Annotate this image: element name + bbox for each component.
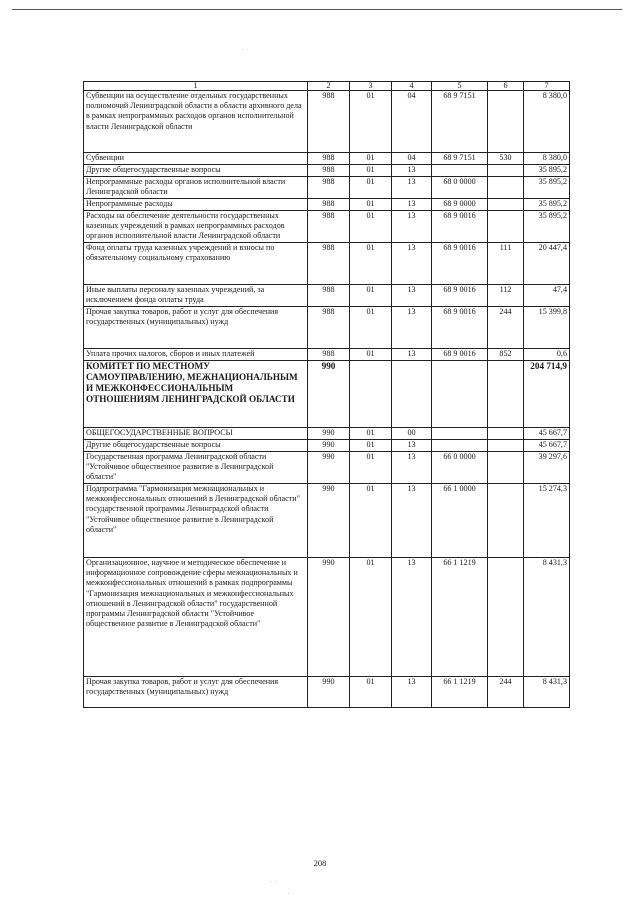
section-cell: 01 xyxy=(350,91,392,153)
section-cell: 01 xyxy=(350,243,392,285)
table-row xyxy=(84,165,570,177)
admin-code-cell: 990 xyxy=(308,484,350,558)
section-cell: 01 xyxy=(350,484,392,558)
subsection-cell xyxy=(392,361,432,428)
expense-type-cell: 244 xyxy=(488,677,524,708)
table-row xyxy=(84,484,570,558)
table-row xyxy=(84,428,570,440)
table-row xyxy=(84,307,570,349)
expense-type-cell xyxy=(488,452,524,484)
row-name-cell: КОМИТЕТ ПО МЕСТНОМУ САМОУПРАВЛЕНИЮ, МЕЖНАЦИОНАЛЬНЫМ И МЕЖКОНФЕССИОНАЛЬНЫМ ОТНОШЕНИЯМ ЛЕНИНГРАДСКОЙ ОБЛАСТИ xyxy=(84,361,308,428)
target-article-cell: 68 9 7151 xyxy=(432,153,488,165)
expense-type-cell: 530 xyxy=(488,153,524,165)
budget-table xyxy=(83,81,570,708)
admin-code-cell: 990 xyxy=(308,428,350,440)
target-article-cell: 66 1 0000 xyxy=(432,484,488,558)
subsection-cell: 13 xyxy=(392,558,432,677)
row-name-cell: Уплата прочих налогов, сборов и иных платежей xyxy=(84,349,308,361)
row-name-cell: Организационное, научное и методическое обеспечение и информационное сопровождение сферы межнациональных и межконфессиональных отношений в рамках подпрограммы "Гармонизация межнациональных и межконфессиональных отношений в Ленинградской области" государственной программы Ленинградской области "Устойчивое общественное развитие в Ленинградской области" xyxy=(84,558,308,677)
subsection-cell: 13 xyxy=(392,177,432,199)
row-name-cell: Фонд оплаты труда казенных учреждений и взносы по обязательному социальному страхованию xyxy=(84,243,308,285)
amount-cell: 39 297,6 xyxy=(524,452,570,484)
scan-top-rule xyxy=(12,9,622,10)
admin-code-cell: 988 xyxy=(308,349,350,361)
row-name-cell: Государственная программа Ленинградской области "Устойчивое общественное развитие в Ленинградской области" xyxy=(84,452,308,484)
subsection-cell: 13 xyxy=(392,349,432,361)
table-row xyxy=(84,199,570,211)
target-article-cell: 68 9 0000 xyxy=(432,199,488,211)
admin-code-cell: 988 xyxy=(308,177,350,199)
subsection-cell: 00 xyxy=(392,428,432,440)
section-cell: 01 xyxy=(350,677,392,708)
target-article-cell: 68 9 0016 xyxy=(432,285,488,307)
amount-cell: 0,6 xyxy=(524,349,570,361)
amount-cell: 45 667,7 xyxy=(524,440,570,452)
target-article-cell xyxy=(432,361,488,428)
target-article-cell: 68 9 0016 xyxy=(432,307,488,349)
table-row xyxy=(84,349,570,361)
target-article-cell: 66 1 1219 xyxy=(432,558,488,677)
table-row xyxy=(84,361,570,428)
row-name-cell: Иные выплаты персоналу казенных учреждений, за исключением фонда оплаты труда xyxy=(84,285,308,307)
section-cell: 01 xyxy=(350,285,392,307)
table-row xyxy=(84,452,570,484)
amount-cell: 8 431,3 xyxy=(524,677,570,708)
expense-type-cell xyxy=(488,91,524,153)
subsection-cell: 13 xyxy=(392,452,432,484)
admin-code-cell: 990 xyxy=(308,361,350,428)
table-row xyxy=(84,177,570,199)
subsection-cell: 13 xyxy=(392,307,432,349)
amount-cell: 20 447,4 xyxy=(524,243,570,285)
row-name-cell: Расходы на обеспечение деятельности государственных казенных учреждений в рамках непрограммных расходов органов исполнительной власти Ленинградской области xyxy=(84,211,308,243)
row-name-cell: Субвенции xyxy=(84,153,308,165)
expense-type-cell xyxy=(488,440,524,452)
admin-code-cell: 988 xyxy=(308,285,350,307)
admin-code-cell: 988 xyxy=(308,91,350,153)
amount-cell: 8 380,0 xyxy=(524,153,570,165)
table-row xyxy=(84,677,570,708)
subsection-cell: 13 xyxy=(392,440,432,452)
admin-code-cell: 988 xyxy=(308,307,350,349)
section-cell: 01 xyxy=(350,165,392,177)
target-article-cell xyxy=(432,428,488,440)
header-cell: 3 xyxy=(350,82,392,91)
subsection-cell: 04 xyxy=(392,153,432,165)
amount-cell: 45 667,7 xyxy=(524,428,570,440)
row-name-cell: ОБЩЕГОСУДАРСТВЕННЫЕ ВОПРОСЫ xyxy=(84,428,308,440)
subsection-cell: 13 xyxy=(392,165,432,177)
amount-cell: 35 895,2 xyxy=(524,165,570,177)
target-article-cell xyxy=(432,165,488,177)
section-cell: 01 xyxy=(350,211,392,243)
amount-cell: 15 399,8 xyxy=(524,307,570,349)
row-name-cell: Непрограммные расходы органов исполнительной власти Ленинградской области xyxy=(84,177,308,199)
target-article-cell: 68 0 0000 xyxy=(432,177,488,199)
admin-code-cell: 988 xyxy=(308,153,350,165)
subsection-cell: 13 xyxy=(392,484,432,558)
row-name-cell: Прочая закупка товаров, работ и услуг для обеспечения государственных (муниципальных) нужд xyxy=(84,677,308,708)
section-cell: 01 xyxy=(350,177,392,199)
section-cell: 01 xyxy=(350,440,392,452)
section-cell: 01 xyxy=(350,349,392,361)
row-name-cell: Субвенции на осуществление отдельных государственных полномочий Ленинградской области в области архивного дела в рамках непрограммных расходов органов исполнительной власти Ленинградской области xyxy=(84,91,308,153)
subsection-cell: 13 xyxy=(392,211,432,243)
table-row xyxy=(84,558,570,677)
expense-type-cell xyxy=(488,484,524,558)
table-row xyxy=(84,153,570,165)
admin-code-cell: 988 xyxy=(308,243,350,285)
amount-cell: 35 895,2 xyxy=(524,177,570,199)
table-row xyxy=(84,91,570,153)
table-row xyxy=(84,243,570,285)
admin-code-cell: 990 xyxy=(308,440,350,452)
subsection-cell: 13 xyxy=(392,199,432,211)
section-cell: 01 xyxy=(350,199,392,211)
subsection-cell: 04 xyxy=(392,91,432,153)
subsection-cell: 13 xyxy=(392,285,432,307)
expense-type-cell xyxy=(488,558,524,677)
header-cell: 5 xyxy=(432,82,488,91)
section-cell: 01 xyxy=(350,307,392,349)
target-article-cell xyxy=(432,440,488,452)
expense-type-cell xyxy=(488,361,524,428)
section-cell: 01 xyxy=(350,153,392,165)
admin-code-cell: 988 xyxy=(308,211,350,243)
expense-type-cell: 244 xyxy=(488,307,524,349)
amount-cell: 8 380,0 xyxy=(524,91,570,153)
target-article-cell: 68 9 0016 xyxy=(432,243,488,285)
scan-speck: . . xyxy=(270,878,278,884)
header-cell: 1 xyxy=(84,82,308,91)
expense-type-cell xyxy=(488,177,524,199)
page-number: 208 xyxy=(313,858,327,868)
scan-speck: . . xyxy=(288,890,296,896)
table-row xyxy=(84,440,570,452)
amount-cell: 47,4 xyxy=(524,285,570,307)
subsection-cell: 13 xyxy=(392,243,432,285)
admin-code-cell: 990 xyxy=(308,677,350,708)
table-header-row xyxy=(84,82,570,91)
header-cell: 7 xyxy=(524,82,570,91)
target-article-cell: 66 1 1219 xyxy=(432,677,488,708)
amount-cell: 15 274,3 xyxy=(524,484,570,558)
target-article-cell: 66 0 0000 xyxy=(432,452,488,484)
amount-cell: 35 895,2 xyxy=(524,211,570,243)
row-name-cell: Подпрограмма "Гармонизация межнациональных и межконфессиональных отношений в Ленинградской области" государственной программы Ленинградской области "Устойчивое общественное развитие в Ленинградской области" xyxy=(84,484,308,558)
admin-code-cell: 990 xyxy=(308,558,350,677)
row-name-cell: Непрограммные расходы xyxy=(84,199,308,211)
target-article-cell: 68 9 7151 xyxy=(432,91,488,153)
amount-cell: 35 895,2 xyxy=(524,199,570,211)
row-name-cell: Другие общегосударственные вопросы xyxy=(84,440,308,452)
target-article-cell: 68 9 0016 xyxy=(432,211,488,243)
table-row xyxy=(84,285,570,307)
amount-cell: 8 431,3 xyxy=(524,558,570,677)
header-cell: 6 xyxy=(488,82,524,91)
target-article-cell: 68 9 0016 xyxy=(432,349,488,361)
expense-type-cell xyxy=(488,211,524,243)
expense-type-cell: 112 xyxy=(488,285,524,307)
subsection-cell: 13 xyxy=(392,677,432,708)
section-cell xyxy=(350,361,392,428)
section-cell: 01 xyxy=(350,428,392,440)
header-cell: 4 xyxy=(392,82,432,91)
admin-code-cell: 990 xyxy=(308,452,350,484)
expense-type-cell: 111 xyxy=(488,243,524,285)
admin-code-cell: 988 xyxy=(308,165,350,177)
section-cell: 01 xyxy=(350,452,392,484)
admin-code-cell: 988 xyxy=(308,199,350,211)
expense-type-cell: 852 xyxy=(488,349,524,361)
table-row xyxy=(84,211,570,243)
row-name-cell: Другие общегосударственные вопросы xyxy=(84,165,308,177)
expense-type-cell xyxy=(488,199,524,211)
expense-type-cell xyxy=(488,165,524,177)
section-cell: 01 xyxy=(350,558,392,677)
amount-cell: 204 714,9 xyxy=(524,361,570,428)
scan-speck: . . xyxy=(242,46,250,52)
expense-type-cell xyxy=(488,428,524,440)
header-cell: 2 xyxy=(308,82,350,91)
row-name-cell: Прочая закупка товаров, работ и услуг для обеспечения государственных (муниципальных) нужд xyxy=(84,307,308,349)
